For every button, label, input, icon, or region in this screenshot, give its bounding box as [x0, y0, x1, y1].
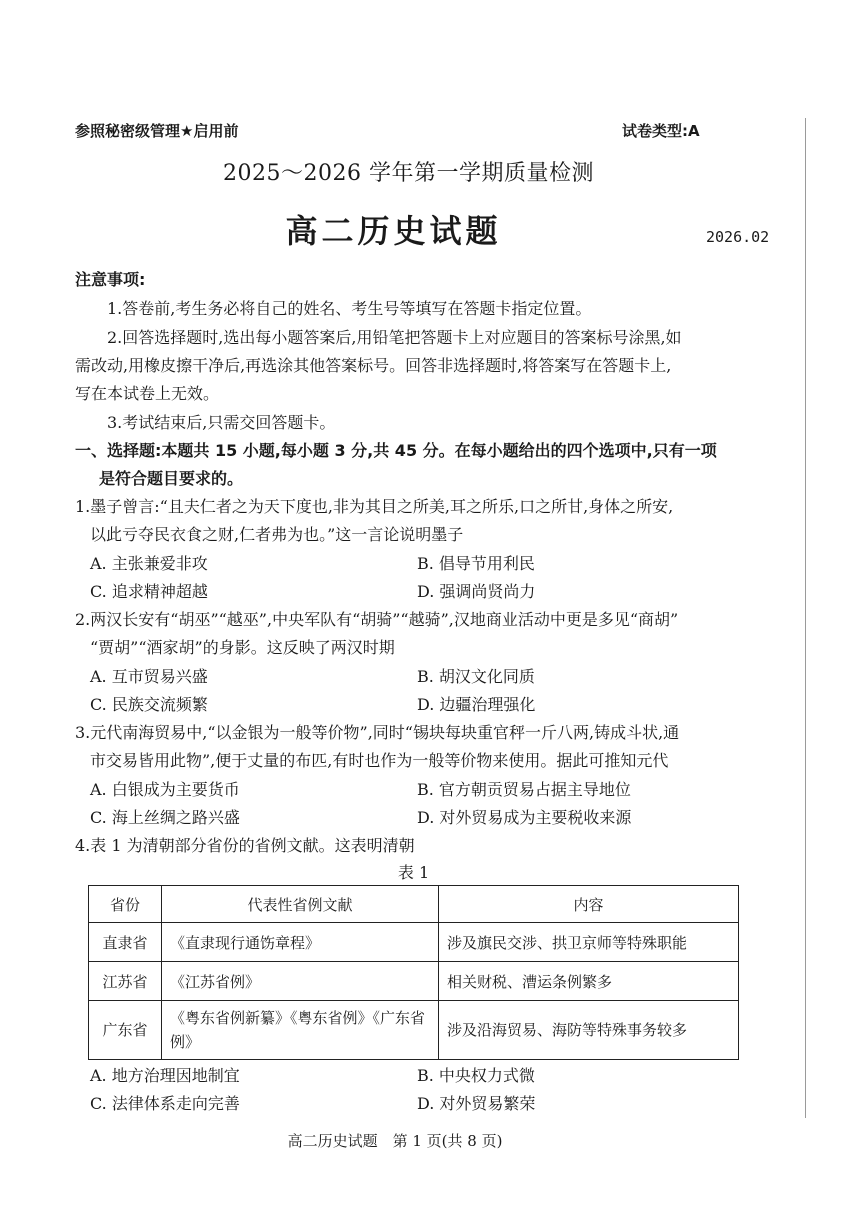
question-4-option-a: A. 地方治理因地制宜 — [90, 1066, 240, 1085]
question-3-option-b: B. 官方朝贡贸易占据主导地位 — [417, 780, 631, 799]
question-3-line-2: 市交易皆用此物”,便于丈量的布匹,有时也作为一般等价物来使用。据此可推知元代 — [90, 751, 669, 770]
question-1-option-d: D. 强调尚贤尚力 — [417, 582, 536, 601]
confidential-label: 参照秘密级管理★启用前 — [75, 122, 239, 140]
question-1-option-c: C. 追求精神超越 — [90, 582, 208, 601]
exam-date: 2026.02 — [706, 228, 770, 246]
table-row — [89, 923, 739, 962]
notice-item-3: 3.考试结束后,只需交回答题卡。 — [107, 413, 336, 432]
notice-heading: 注意事项: — [75, 270, 146, 289]
table-cell: 《粤东省例新纂》《粤东省例》《广东省例》 — [162, 1001, 439, 1060]
question-4-option-c: C. 法律体系走向完善 — [90, 1094, 240, 1113]
table-caption: 表 1 — [397, 863, 430, 882]
table-cell: 涉及旗民交涉、拱卫京师等特殊职能 — [439, 923, 739, 962]
section-heading-line-2: 是符合题目要求的。 — [99, 469, 244, 488]
table-cell: 江苏省 — [89, 962, 162, 1001]
question-4-option-b: B. 中央权力式微 — [417, 1066, 535, 1085]
table-cell: 涉及沿海贸易、海防等特殊事务较多 — [439, 1001, 739, 1060]
question-2-option-c: C. 民族交流频繁 — [90, 695, 208, 714]
page-footer: 高二历史试题 第 1 页(共 8 页) — [287, 1132, 503, 1150]
section-heading-line-1: 一、选择题:本题共 15 小题,每小题 3 分,共 45 分。在每小题给出的四个选项中,只有一项 — [75, 441, 717, 460]
question-3-option-a: A. 白银成为主要货币 — [90, 780, 240, 799]
question-1-line-2: 以此亏夺民衣食之财,仁者弗为也。”这一言论说明墨子 — [90, 525, 464, 544]
question-1-line-1: 1.墨子曾言:“且夫仁者之为天下度也,非为其目之所美,耳之所乐,口之所甘,身体之所安, — [75, 497, 674, 516]
question-2-line-1: 2.两汉长安有“胡巫”“越巫”,中央军队有“胡骑”“越骑”,汉地商业活动中更是多见“商胡” — [75, 610, 679, 629]
table-cell: 《江苏省例》 — [162, 962, 439, 1001]
question-2-option-d: D. 边疆治理强化 — [417, 695, 536, 714]
notice-item-1: 1.答卷前,考生务必将自己的姓名、考生号等填写在答题卡指定位置。 — [107, 299, 592, 318]
table-header-cell: 内容 — [439, 886, 739, 923]
table-row — [89, 962, 739, 1001]
question-2-line-2: “贾胡”“酒家胡”的身影。这反映了两汉时期 — [90, 638, 395, 657]
question-4-option-d: D. 对外贸易繁荣 — [417, 1094, 536, 1113]
table-cell: 广东省 — [89, 1001, 162, 1060]
table-header-cell: 代表性省例文献 — [162, 886, 439, 923]
table-header-cell: 省份 — [89, 886, 162, 923]
table-header-row — [89, 886, 739, 923]
notice-item-2-line-1: 2.回答选择题时,选出每小题答案后,用铅笔把答题卡上对应题目的答案标号涂黑,如 — [107, 328, 682, 347]
notice-item-2-line-2: 需改动,用橡皮擦干净后,再选涂其他答案标号。回答非选择题时,将答案写在答题卡上, — [75, 356, 672, 375]
margin-rule — [805, 118, 806, 1118]
question-1-option-b: B. 倡导节用利民 — [417, 554, 535, 573]
exam-subtitle: 2025～2026 学年第一学期质量检测 — [223, 161, 594, 186]
question-4-line-1: 4.表 1 为清朝部分省份的省例文献。这表明清朝 — [75, 836, 415, 855]
question-2-option-b: B. 胡汉文化同质 — [417, 667, 535, 686]
question-2-option-a: A. 互市贸易兴盛 — [90, 667, 208, 686]
table-cell: 直隶省 — [89, 923, 162, 962]
table-cell: 相关财税、漕运条例繁多 — [439, 962, 739, 1001]
province-regulations-table — [88, 885, 739, 1060]
question-3-option-c: C. 海上丝绸之路兴盛 — [90, 808, 240, 827]
table-row — [89, 1001, 739, 1060]
question-1-option-a: A. 主张兼爱非攻 — [90, 554, 208, 573]
exam-title: 高二历史试题 — [285, 212, 502, 250]
paper-type-label: 试卷类型:A — [622, 122, 700, 140]
table-cell: 《直隶现行通饬章程》 — [162, 923, 439, 962]
question-3-line-1: 3.元代南海贸易中,“以金银为一般等价物”,同时“锡块每块重官秤一斤八两,铸成斗状,通 — [75, 723, 680, 742]
notice-item-2-line-3: 写在本试卷上无效。 — [75, 384, 220, 403]
question-3-option-d: D. 对外贸易成为主要税收来源 — [417, 808, 632, 827]
